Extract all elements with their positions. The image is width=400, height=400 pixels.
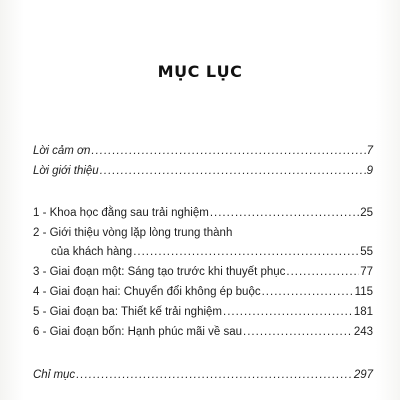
toc-entry-chapter-2[interactable] xyxy=(51,245,373,259)
toc-entry-introduction[interactable] xyxy=(33,164,373,178)
dot-leader xyxy=(210,206,359,220)
toc-entry-chapter-1[interactable] xyxy=(33,206,373,220)
toc-entry-chapter-6[interactable] xyxy=(33,325,373,339)
toc-entry-label: Lời giới thiệu xyxy=(33,165,99,177)
toc-entry-page: 181 xyxy=(353,306,373,318)
dot-leader xyxy=(100,164,366,178)
dot-leader xyxy=(76,368,353,382)
dot-leader xyxy=(223,305,353,319)
toc-entry-label: 3 - Giai đoạn một: Sáng tạo trước khi thuyết phục xyxy=(33,266,286,278)
toc-entry-page: 55 xyxy=(360,246,373,258)
toc-entry-chapter-2-line1[interactable]: 2 - Giới thiệu vòng lặp lòng trung thành xyxy=(33,227,233,239)
toc-entry-page: 25 xyxy=(360,207,373,219)
toc-entry-page: 297 xyxy=(353,369,373,381)
toc-entry-chapter-3[interactable] xyxy=(33,265,373,279)
toc-entry-label: 5 - Giai đoạn ba: Thiết kế trải nghiệm xyxy=(33,306,223,318)
toc-entry-page: 7 xyxy=(366,145,373,157)
toc-entry-chapter-5[interactable] xyxy=(33,305,373,319)
toc-entry-chapter-4[interactable] xyxy=(33,285,373,299)
toc-entry-index[interactable] xyxy=(33,368,373,382)
toc-entry-page: 115 xyxy=(354,286,373,298)
toc-entry-label-cont: của khách hàng xyxy=(51,246,133,258)
dot-leader xyxy=(243,325,353,339)
dot-leader xyxy=(286,265,359,279)
toc-entry-label: 4 - Giai đoạn hai: Chuyển đổi không ép buộc xyxy=(33,286,261,298)
dot-leader xyxy=(133,245,359,259)
toc-entry-page: 243 xyxy=(353,326,373,338)
toc-entry-label: Chỉ mục xyxy=(33,369,76,381)
toc-entry-label: Lời cảm ơn xyxy=(33,145,91,157)
toc-entry-page: 9 xyxy=(366,165,373,177)
dot-leader xyxy=(91,144,365,158)
dot-leader xyxy=(262,285,354,299)
page-title: MỤC LỤC xyxy=(157,62,243,81)
toc-entry-label: 1 - Khoa học đằng sau trải nghiệm xyxy=(33,207,209,219)
toc-entry-acknowledgements[interactable] xyxy=(33,144,373,158)
toc-entry-label: 6 - Giai đoạn bốn: Hạnh phúc mãi về sau xyxy=(33,326,243,338)
toc-entry-page: 77 xyxy=(360,266,373,278)
